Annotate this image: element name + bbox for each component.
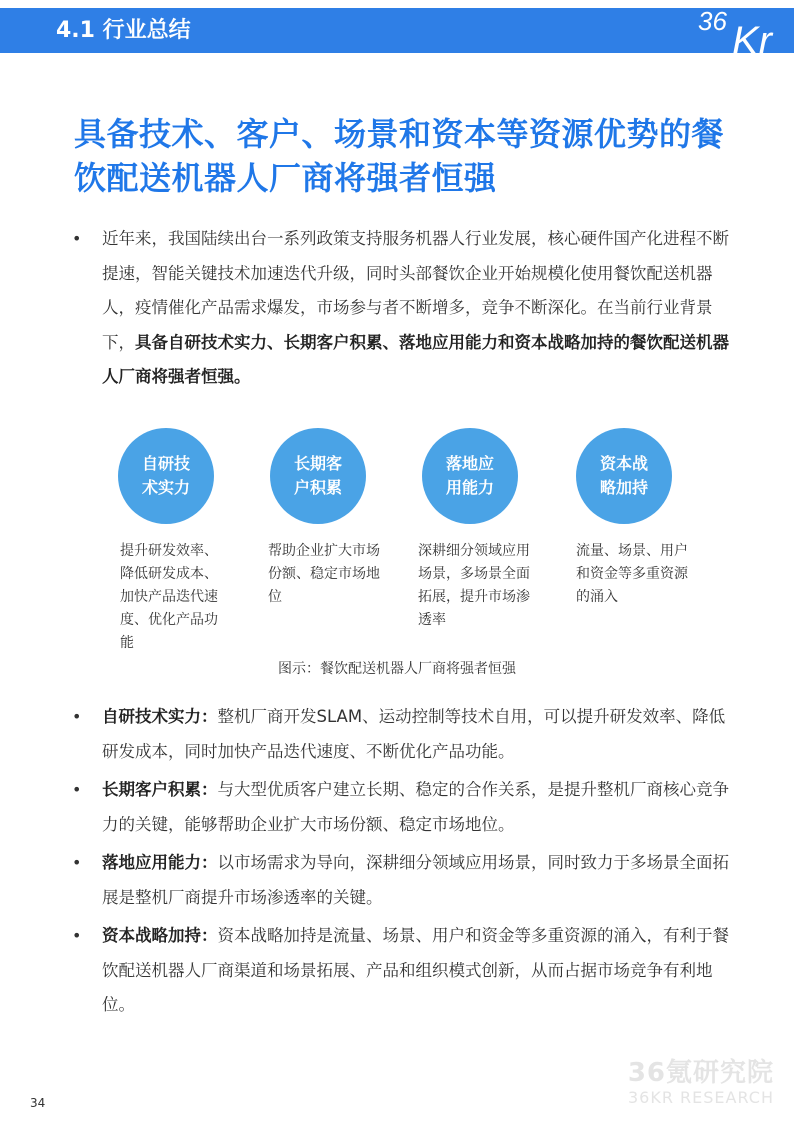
intro-list (72, 222, 734, 395)
circle-description: 流量、场景、用户和资金等多重资源的涌入 (576, 543, 688, 605)
list-item (72, 919, 734, 1023)
list-item (72, 700, 734, 769)
details-list (72, 700, 734, 1027)
item-text: 以市场需求为导向，深耕细分领域应用场景，同时致力于多场景全面拓展是整机厂商提升市场渗透率的关键。 (102, 853, 729, 907)
item-text: 与大型优质客户建立长期、稳定的合作关系，是提升整机厂商核心竞争力的关键，能够帮助企业扩大市场份额、稳定市场地位。 (102, 780, 729, 834)
intro-bold-text: 具备自研技术实力、长期客户积累、落地应用能力和资本战略加持的餐饮配送机器人厂商将强者恒强。 (102, 332, 729, 386)
intro-paragraph (72, 222, 734, 395)
section-title: 4.1 行业总结 (56, 18, 191, 43)
svg-text:Kr: Kr (732, 19, 772, 60)
item-term: 落地应用能力： (102, 853, 218, 872)
circle-tech (118, 428, 214, 524)
item-text: 资本战略加持是流量、场景、用户和资金等多重资源的涌入，有利于餐饮配送机器人厂商渠道和场景拓展、产品和组织模式创新，从而占据市场竞争有利地位。 (102, 926, 729, 1014)
circle-label: 自研技术实力 (141, 454, 190, 497)
watermark (628, 1058, 774, 1108)
bullet-icon: • (72, 707, 82, 726)
watermark-cn: 36氪研究院 (627, 1058, 774, 1088)
list-item (72, 773, 734, 842)
circle-application (422, 428, 518, 524)
diagram-caption: 图示：餐饮配送机器人厂商将强者恒强 (278, 661, 516, 677)
watermark-en: 36KR RESEARCH (627, 1088, 774, 1107)
36kr-logo (694, 0, 794, 60)
svg-text:36: 36 (698, 6, 727, 36)
circle-customer (270, 428, 366, 524)
page-title: 具备技术、客户、场景和资本等资源优势的餐饮配送机器人厂商将强者恒强 (74, 115, 725, 197)
bullet-icon: • (72, 853, 82, 872)
bullet-icon: • (72, 229, 82, 248)
circle-capital (576, 428, 672, 524)
circle-label: 落地应用能力 (445, 454, 494, 497)
bullet-icon: • (72, 926, 82, 945)
circle-description: 帮助企业扩大市场份额、稳定市场地位 (268, 543, 380, 605)
intro-text: 近年来，我国陆续出台一系列政策支持服务机器人行业发展，核心硬件国产化进程不断提速，智能关键技术加速迭代升级，同时头部餐饮企业开始规模化使用餐饮配送机器人，疫情催化产品需求爆发，市场参与者不断增多，竞争不断深化。在当前行业背景下， (102, 229, 729, 352)
page-number: 34 (30, 1096, 46, 1110)
item-term: 资本战略加持： (102, 926, 218, 945)
circle-description: 提升研发效率、降低研发成本、加快产品迭代速度、优化产品功能 (120, 543, 218, 651)
item-text: 整机厂商开发SLAM、运动控制等技术自用，可以提升研发效率、降低研发成本，同时加快产品迭代速度、不断优化产品功能。 (102, 707, 726, 761)
circle-label: 长期客户积累 (293, 454, 342, 497)
item-term: 自研技术实力： (102, 707, 218, 726)
item-term: 长期客户积累： (102, 780, 218, 799)
list-item (72, 846, 734, 915)
bullet-icon: • (72, 780, 82, 799)
circle-label: 资本战略加持 (599, 454, 648, 497)
strengths-diagram (0, 428, 794, 688)
circle-description: 深耕细分领域应用场景，多场景全面拓展，提升市场渗透率 (418, 543, 530, 628)
